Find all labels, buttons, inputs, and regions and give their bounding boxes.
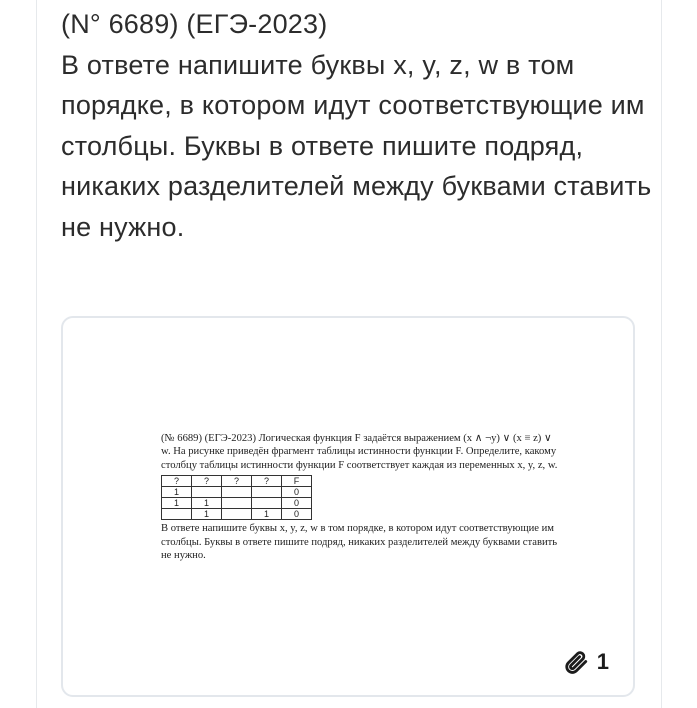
table-cell <box>222 498 252 509</box>
table-cell <box>252 487 282 498</box>
truth-table-header <box>162 476 312 487</box>
header-cell: ? <box>192 476 222 487</box>
attachment-counter[interactable] <box>563 649 609 675</box>
question-source: (N° 6689) (ЕГЭ-2023) <box>61 9 328 39</box>
table-cell: 1 <box>162 487 192 498</box>
table-cell <box>252 498 282 509</box>
table-row <box>162 509 312 520</box>
attachment-preview[interactable] <box>61 316 635 697</box>
table-cell <box>192 487 222 498</box>
table-row <box>162 487 312 498</box>
question-body: В ответе напишите буквы x, y, z, w в том порядке, в котором идут соответствующие им столбцы. Буквы в ответе пишите подряд, никаких разделителей между буквами ставить не нужно. <box>61 49 652 242</box>
task-intro: (№ 6689) (ЕГЭ-2023) Логическая функция F задаётся выражением (x ∧ ¬y) ∨ (x ≡ z) ∨ w. На рисунке приведён фрагмент таблицы истинности функции F. Определите, какому столбцу таблицы истинности функции F соответствует каждая из переменных x, y, z, w. <box>161 433 558 471</box>
table-cell <box>222 509 252 520</box>
table-cell: 0 <box>282 509 312 520</box>
table-cell: 1 <box>162 498 192 509</box>
truth-table <box>161 475 312 520</box>
header-cell: ? <box>252 476 282 487</box>
header-cell: ? <box>162 476 192 487</box>
header-cell: ? <box>222 476 252 487</box>
table-cell: 1 <box>192 509 222 520</box>
header-cell: F <box>282 476 312 487</box>
table-cell: 0 <box>282 498 312 509</box>
table-row <box>162 498 312 509</box>
attachment-image <box>161 432 561 562</box>
table-cell <box>162 509 192 520</box>
table-cell: 0 <box>282 487 312 498</box>
task-outro: В ответе напишите буквы x, y, z, w в том порядке, в котором идут соответствующие им столбцы. Буквы в ответе пишите подряд, никаких разделителей между буквами ставить не нужно. <box>161 523 558 562</box>
attachment-count: 1 <box>596 649 609 674</box>
table-cell: 1 <box>192 498 222 509</box>
paperclip-icon <box>563 649 589 675</box>
table-cell: 1 <box>252 509 282 520</box>
table-cell <box>222 487 252 498</box>
question-text <box>61 4 661 247</box>
